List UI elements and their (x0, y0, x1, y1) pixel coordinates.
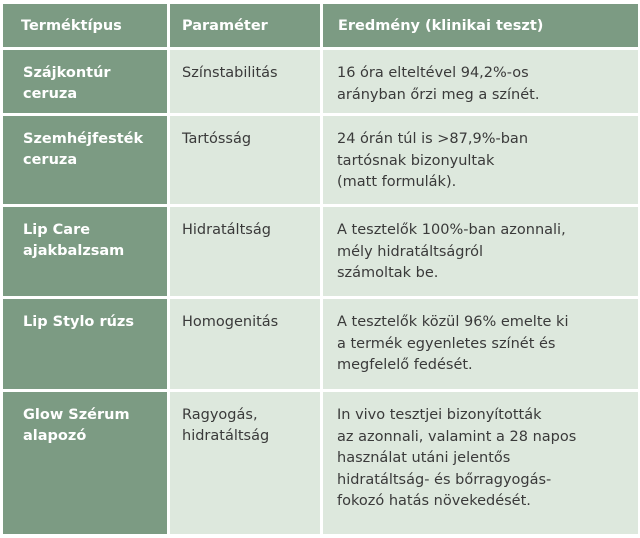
table-header (3, 4, 638, 50)
table-row (3, 299, 638, 392)
result-cell: 16 óra elteltével 94,2%-os arányban őrzi meg a színét. (323, 50, 638, 116)
product-type-cell: Szemhéjfesték ceruza (3, 116, 170, 207)
table-row (3, 392, 638, 534)
clinical-results-table (3, 4, 638, 534)
table-row (3, 116, 638, 207)
result-cell: In vivo tesztjei bizonyították az azonnali, valamint a 28 napos használat utáni jelentős hidratáltság- és bőrragyogás- fokozó hatás növekedését. (323, 392, 638, 534)
result-cell: A tesztelők közül 96% emelte ki a termék egyenletes színét és megfelelő fedését. (323, 299, 638, 392)
parameter-cell: Hidratáltság (170, 207, 323, 299)
product-type-cell: Szájkontúr ceruza (3, 50, 170, 116)
parameter-cell: Ragyogás, hidratáltság (170, 392, 323, 534)
parameter-cell: Színstabilitás (170, 50, 323, 116)
table-row (3, 50, 638, 116)
header-row (3, 4, 638, 50)
header-result: Eredmény (klinikai teszt) (323, 4, 638, 50)
result-cell: A tesztelők 100%-ban azonnali, mély hidratáltságról számoltak be. (323, 207, 638, 299)
parameter-cell: Tartósság (170, 116, 323, 207)
product-type-cell: Lip Stylo rúzs (3, 299, 170, 392)
header-product-type: Terméktípus (3, 4, 170, 50)
table-body (3, 50, 638, 534)
product-type-cell: Glow Szérum alapozó (3, 392, 170, 534)
result-cell: 24 órán túl is >87,9%-ban tartósnak bizonyultak (matt formulák). (323, 116, 638, 207)
header-parameter: Paraméter (170, 4, 323, 50)
product-type-cell: Lip Care ajakbalzsam (3, 207, 170, 299)
parameter-cell: Homogenitás (170, 299, 323, 392)
table-row (3, 207, 638, 299)
